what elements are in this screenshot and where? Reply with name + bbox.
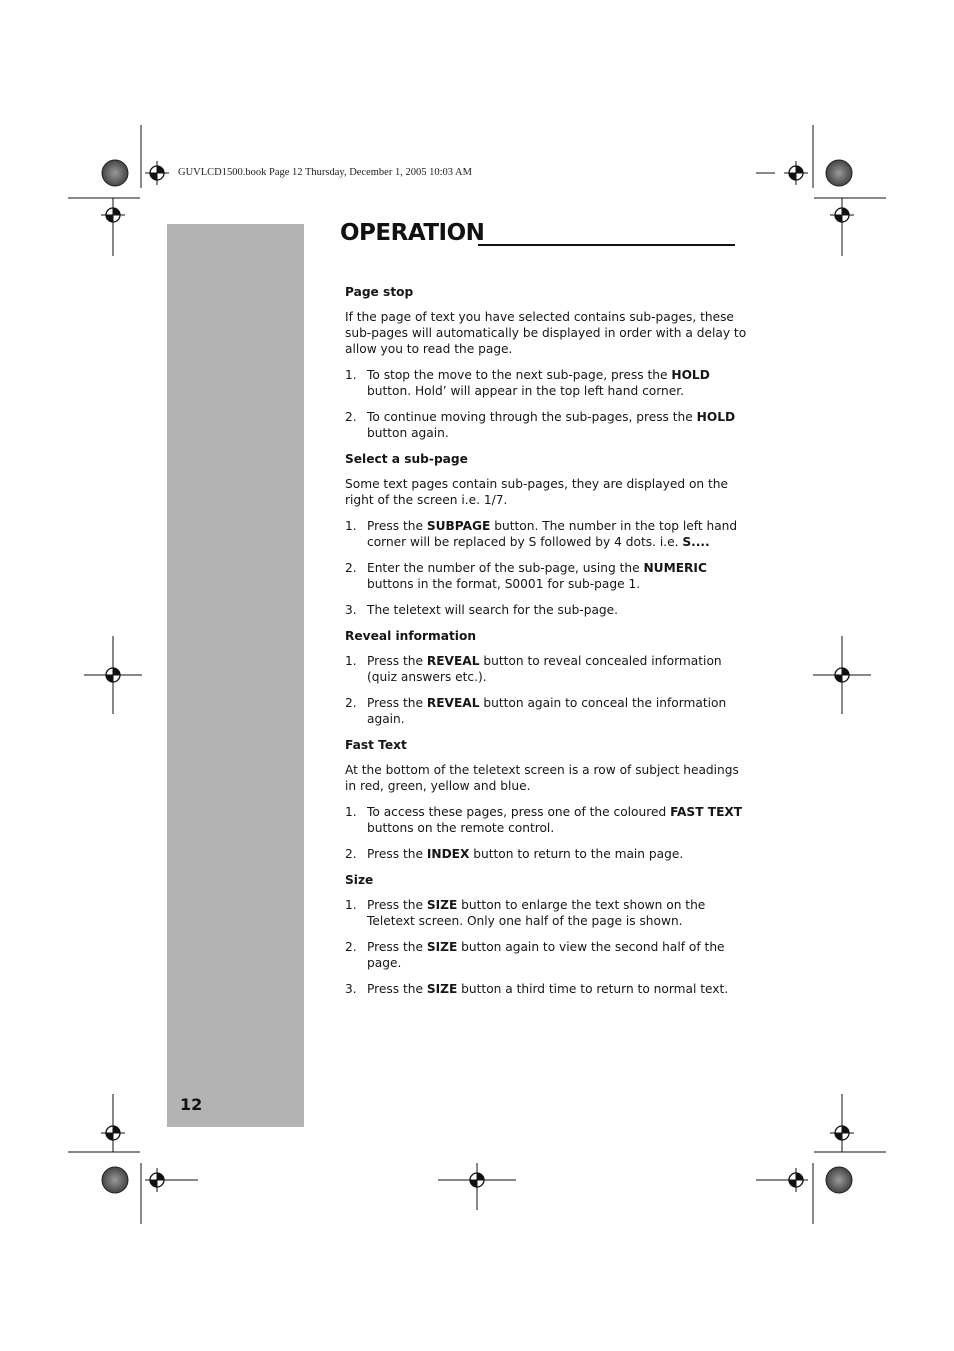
button-name: SIZE	[426, 940, 458, 954]
section-intro: If the page of text you have selected contains sub-pages, these sub-pages will automatically be displayed in order with a delay to allow you to read the page.	[345, 310, 747, 356]
section-intro: At the bottom of the teletext screen is a row of subject headings in red, green, yellow and blue.	[345, 763, 739, 793]
step-text: button a third time to return to normal text.	[457, 982, 729, 996]
step-text: Press the	[367, 847, 427, 861]
button-name: REVEAL	[426, 654, 480, 668]
button-name: FAST TEXT	[670, 805, 743, 819]
step-text: button again to conceal the information again.	[367, 696, 727, 726]
section-heading: Reveal information	[345, 629, 477, 643]
step-text: Press the	[367, 696, 427, 710]
button-name: REVEAL	[426, 696, 480, 710]
step-text: Press the	[367, 898, 427, 912]
page-number: 12	[180, 1095, 203, 1114]
step-number: 1.	[345, 805, 357, 819]
step-text: button to enlarge the text shown on the Teletext screen. Only one half of the page is shown.	[367, 898, 706, 928]
step-text: Press the	[367, 519, 427, 533]
step-text: To stop the move to the next sub-page, press the	[367, 368, 672, 382]
step-text: To access these pages, press one of the coloured	[367, 805, 671, 819]
step-text: Press the	[367, 654, 427, 668]
step-number: 1.	[345, 898, 357, 912]
button-name: HOLD	[696, 410, 736, 424]
button-name: SIZE	[426, 982, 458, 996]
step-text: Enter the number of the sub-page, using the	[367, 561, 644, 575]
step-number: 1.	[345, 368, 357, 382]
page-title: OPERATION	[340, 220, 485, 246]
step-text: button to reveal concealed information (quiz answers etc.).	[367, 654, 722, 684]
step-number: 3.	[345, 603, 357, 617]
step-number: 1.	[345, 519, 357, 533]
button-name: SIZE	[426, 898, 458, 912]
button-name: NUMERIC	[643, 561, 707, 575]
step-text: button. The number in the top left hand corner will be replaced by S followed by 4 dots. i.e.	[367, 519, 738, 549]
step-text: Press the	[367, 940, 427, 954]
button-name: S....	[682, 535, 710, 549]
step-number: 1.	[345, 654, 357, 668]
step-text: button to return to the main page.	[469, 847, 684, 861]
print-slug: GUVLCD1500.book Page 12 Thursday, December 1, 2005 10:03 AM	[178, 167, 472, 178]
section-heading: Size	[345, 873, 374, 887]
section-heading: Page stop	[345, 285, 414, 299]
section-intro: Some text pages contain sub-pages, they are displayed on the right of the screen i.e. 1/7.	[345, 477, 728, 507]
button-name: SUBPAGE	[426, 519, 491, 533]
step-text: To continue moving through the sub-pages, press the	[367, 410, 697, 424]
step-number: 2.	[345, 940, 357, 954]
step-number: 3.	[345, 982, 357, 996]
step-text: The teletext will search for the sub-page.	[367, 603, 619, 617]
step-text: button again.	[367, 426, 449, 440]
section-heading: Fast Text	[345, 738, 407, 752]
step-number: 2.	[345, 410, 357, 424]
step-text: button. Hold’ will appear in the top left hand corner.	[367, 384, 685, 398]
step-text: button again to view the second half of the page.	[367, 940, 725, 970]
step-text: buttons in the format, S0001 for sub-page 1.	[367, 577, 641, 591]
step-number: 2.	[345, 561, 357, 575]
step-text: buttons on the remote control.	[367, 821, 555, 835]
step-number: 2.	[345, 696, 357, 710]
step-text: Press the	[367, 982, 427, 996]
section-heading: Select a sub-page	[345, 452, 468, 466]
button-name: INDEX	[426, 847, 470, 861]
step-number: 2.	[345, 847, 357, 861]
button-name: HOLD	[671, 368, 710, 382]
